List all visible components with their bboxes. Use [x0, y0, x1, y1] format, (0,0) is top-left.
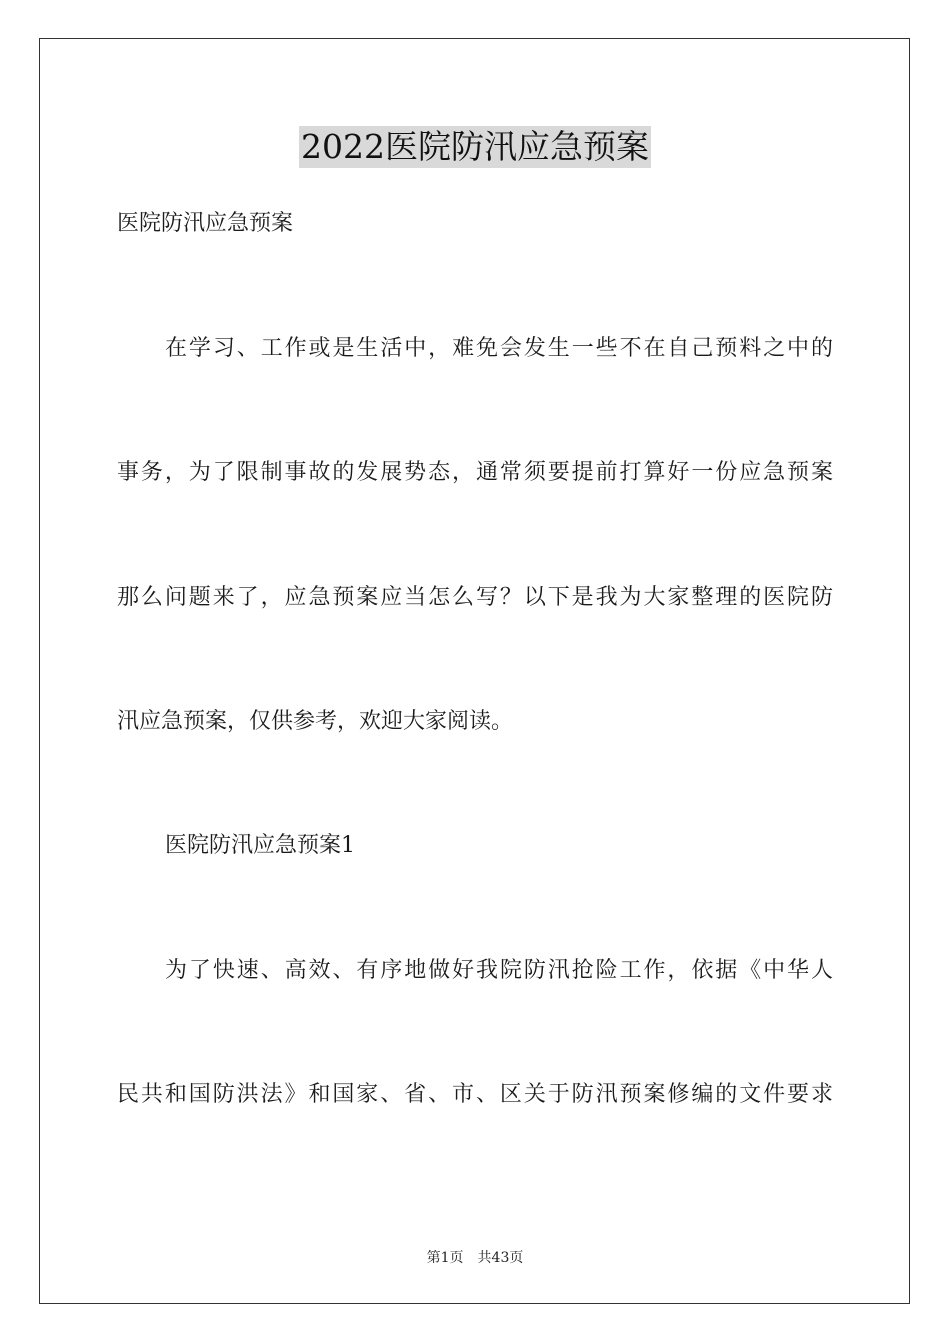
page-number: 第1页 — [426, 1250, 464, 1266]
subtitle-line: 医院防汛应急预案 — [117, 211, 294, 236]
paragraph-line: 汛应急预案，仅供参考，欢迎大家阅读。 — [117, 709, 514, 734]
paragraph-line: 事务，为了限制事故的发展势态，通常须要提前打算好一份应急预案 — [117, 460, 833, 485]
paragraph-line: 在学习、工作或是生活中，难免会发生一些不在自己预料之中的 — [165, 336, 833, 361]
document-title: 2022医院防汛应急预案 — [301, 127, 649, 166]
section-heading: 医院防汛应急预案1 — [165, 833, 355, 858]
page-total: 共43页 — [477, 1250, 524, 1266]
title-container — [0, 126, 950, 168]
paragraph-line: 民共和国防洪法》和国家、省、市、区关于防汛预案修编的文件要求 — [117, 1082, 833, 1107]
paragraph-line: 为了快速、高效、有序地做好我院防汛抢险工作，依据《中华人 — [165, 958, 833, 983]
page-footer — [0, 1248, 950, 1268]
paragraph-line: 那么问题来了，应急预案应当怎么写？以下是我为大家整理的医院防 — [117, 585, 833, 610]
